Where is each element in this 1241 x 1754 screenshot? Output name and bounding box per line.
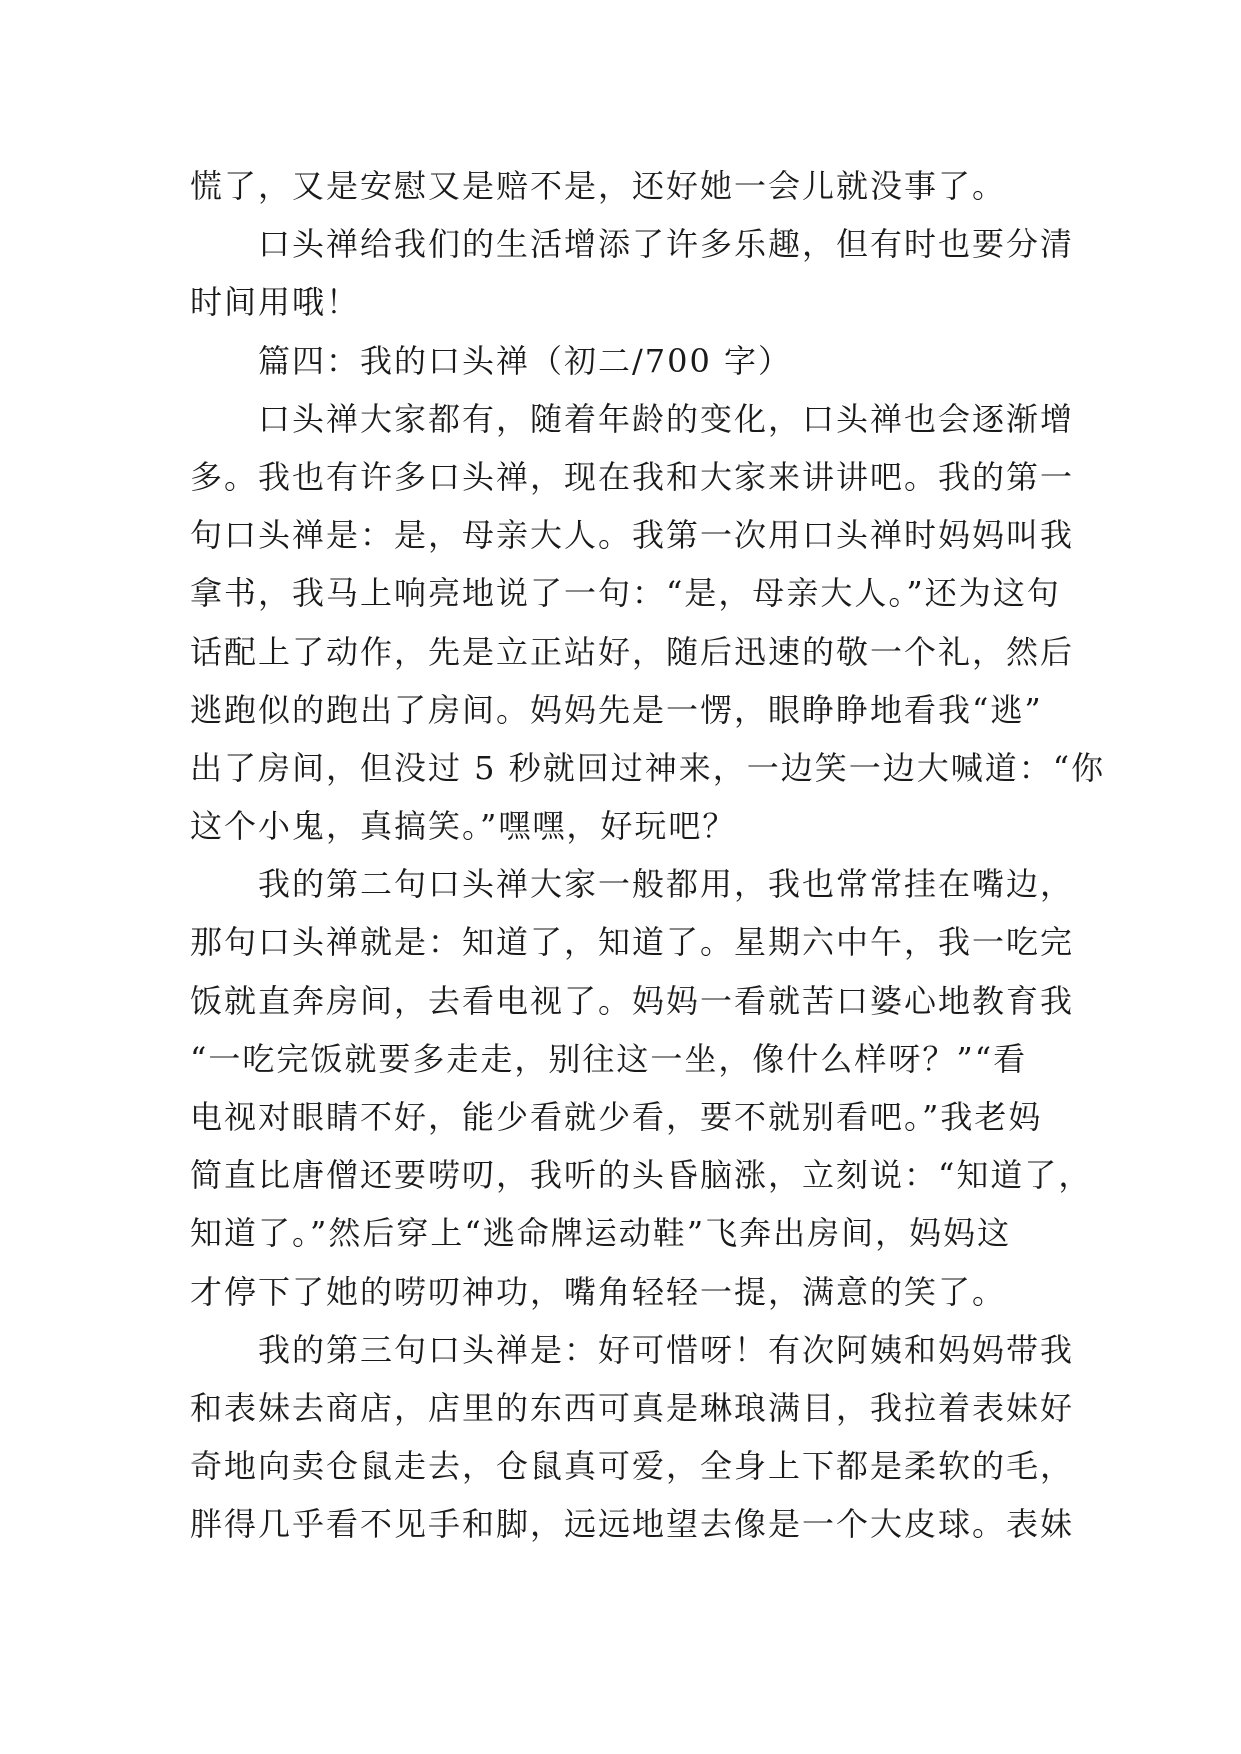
text-line: 多。我也有许多口头禅，现在我和大家来讲讲吧。我的第一 (190, 457, 1075, 496)
text-line: 出了房间，但没过 5 秒就回过神来，一边笑一边大喊道：“你 (190, 748, 1106, 787)
text-line: 我的第三句口头禅是：好可惜呀！有次阿姨和妈妈带我 (190, 1330, 1075, 1369)
text-line: 时间用哦！ (190, 283, 361, 322)
text-line: “一吃完饭就要多走走，别往这一坐，像什么样呀？”“看 (190, 1039, 1028, 1078)
text-line: 奇地向卖仓鼠走去，仓鼠真可爱，全身上下都是柔软的毛， (190, 1447, 1075, 1486)
text-line: 电视对眼睛不好，能少看就少看，要不就别看吧。”我老妈 (190, 1098, 1043, 1136)
text-line: 逃跑似的跑出了房间。妈妈先是一愣，眼睁睁地看我“逃” (190, 690, 1043, 729)
text-line: 胖得几乎看不见手和脚，远远地望去像是一个大皮球。表妹 (190, 1505, 1075, 1544)
text-line: 知道了。”然后穿上“逃命牌运动鞋”飞奔出房间，妈妈这 (190, 1214, 1012, 1253)
text-line: 话配上了动作，先是立正站好，随后迅速的敬一个礼，然后 (190, 632, 1075, 671)
text-line: 我的第二句口头禅大家一般都用，我也常常挂在嘴边， (190, 865, 1075, 904)
text-line: 拿书，我马上响亮地说了一句：“是，母亲大人。”还为这句 (190, 574, 1061, 613)
text-line: 才停下了她的唠叨神功，嘴角轻轻一提，满意的笑了。 (190, 1272, 1007, 1311)
section-heading: 篇四：我的口头禅（初二/700 字） (190, 341, 793, 380)
text-line: 和表妹去商店，店里的东西可真是琳琅满目，我拉着表妹好 (190, 1388, 1075, 1427)
text-line: 口头禅给我们的生活增添了许多乐趣，但有时也要分清 (190, 225, 1075, 264)
text-line: 饭就直奔房间，去看电视了。妈妈一看就苦口婆心地教育我 (190, 981, 1075, 1020)
text-line: 口头禅大家都有，随着年龄的变化，口头禅也会逐渐增 (190, 399, 1075, 438)
text-line: 这个小鬼，真搞笑。”嘿嘿，好玩吧？ (190, 807, 737, 846)
text-line: 慌了，又是安慰又是赔不是，还好她一会儿就没事了。 (190, 167, 1007, 205)
document-body (190, 157, 1106, 1554)
text-line: 简直比唐僧还要唠叨，我听的头昏脑涨，立刻说：“知道了， (190, 1156, 1093, 1195)
text-line: 那句口头禅就是：知道了，知道了。星期六中午，我一吃完 (190, 923, 1075, 962)
text-line: 句口头禅是：是，母亲大人。我第一次用口头禅时妈妈叫我 (190, 516, 1075, 555)
